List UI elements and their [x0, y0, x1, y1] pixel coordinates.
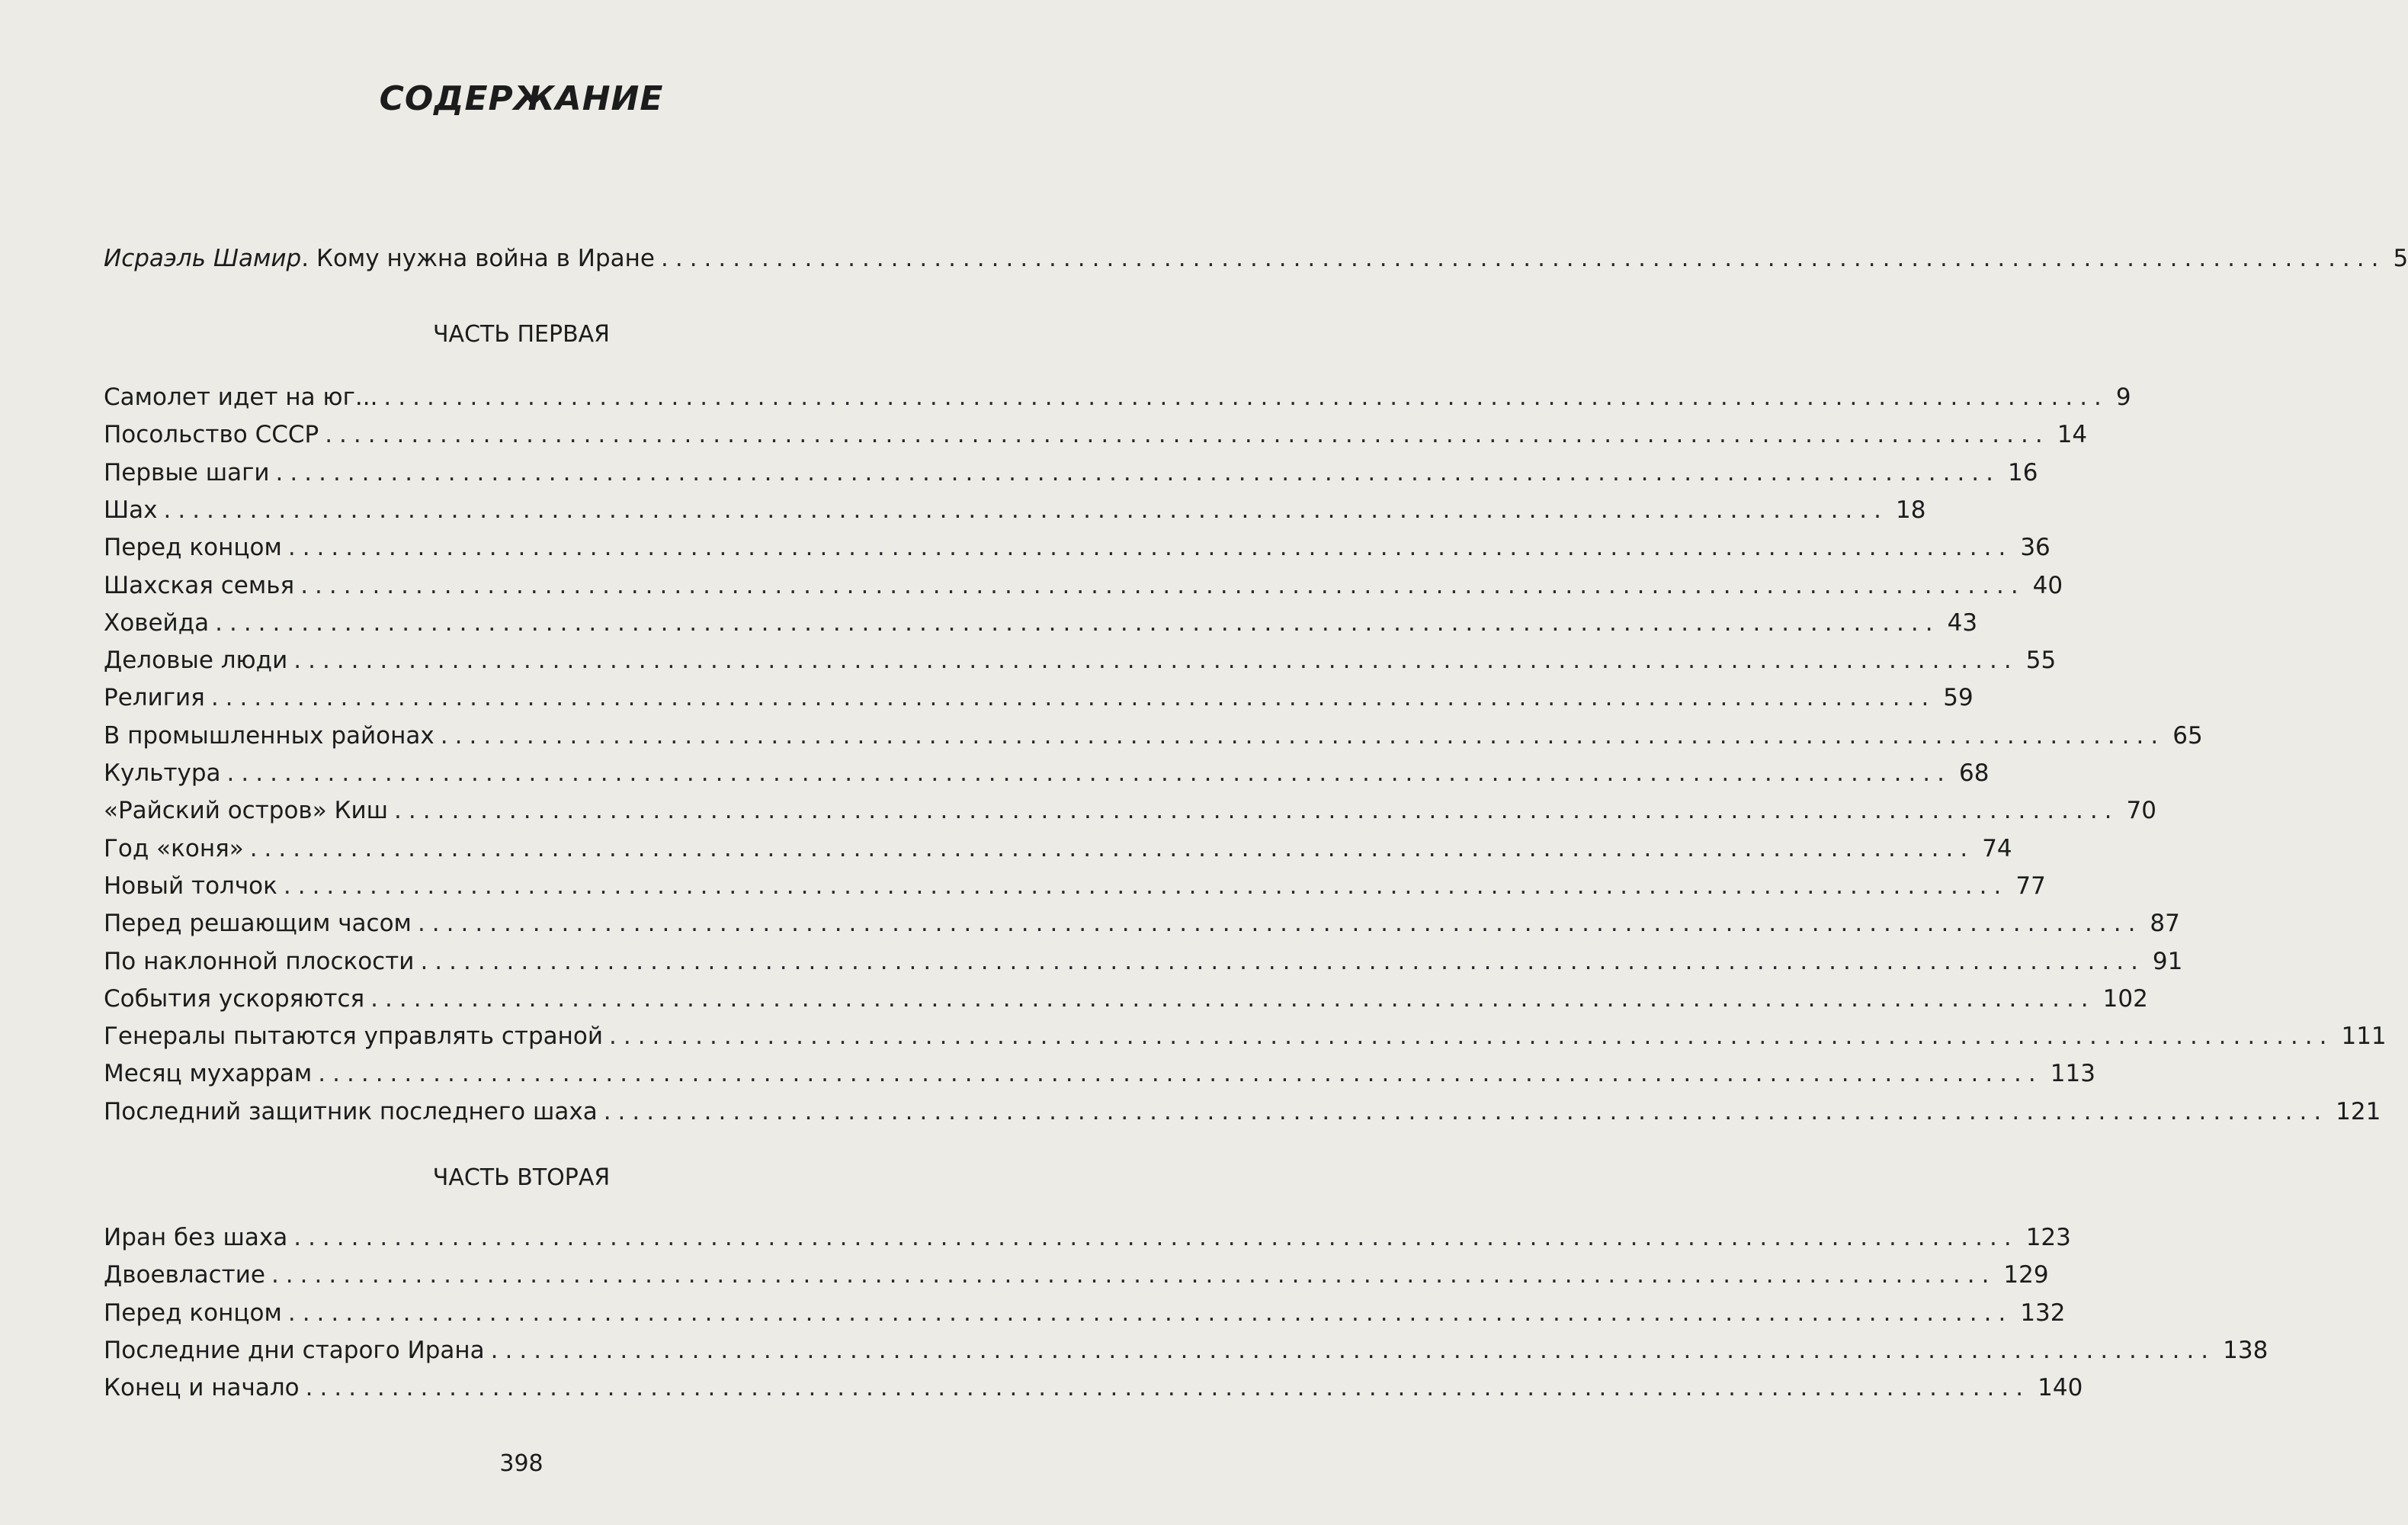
intro-author: Исраэль Шамир — [104, 245, 302, 272]
toc-entry-title: Ховейда — [104, 608, 210, 637]
toc-entry-title: Посольство СССР — [104, 421, 319, 449]
part-heading-2: ЧАСТЬ ВТОРАЯ — [432, 1164, 611, 1191]
dot-leader: ........................................................................................................................ — [249, 834, 1975, 862]
dot-leader: ........................................................................................................................ — [394, 797, 2119, 825]
part-heading-1: ЧАСТЬ ПЕРВАЯ — [432, 321, 611, 348]
dot-leader: ........................................................................................................................ — [417, 910, 2143, 938]
toc-entry — [104, 531, 2050, 563]
dot-leader: ........................................................................................................................ — [609, 1023, 2334, 1051]
toc-entry-title: В промышленных районах — [104, 721, 434, 750]
toc-entry — [104, 1058, 2095, 1090]
toc-entry-page: 14 — [2057, 421, 2088, 449]
toc-entry-page: 59 — [1943, 684, 1974, 712]
toc-entry — [104, 1334, 2269, 1366]
toc-entry — [104, 1222, 2071, 1254]
toc-entry-page: 113 — [2050, 1060, 2095, 1088]
dot-leader: ........................................................................................................................ — [271, 1261, 1996, 1289]
dot-leader: ........................................................................................................................ — [293, 1224, 2018, 1251]
dot-leader: ........................................................................................................................ — [293, 647, 2018, 675]
toc-entry-page: 138 — [2223, 1336, 2269, 1364]
dot-leader: ........................................................................................................................ — [383, 384, 2108, 411]
toc-entry-title — [104, 242, 655, 274]
toc-entry-page: 111 — [2341, 1023, 2387, 1051]
toc-entry-title: Перед концом — [104, 1299, 282, 1327]
toc-entry-title: Иран без шаха — [104, 1224, 288, 1251]
toc-entry-page: 74 — [1982, 834, 2012, 862]
toc-entry-page: 36 — [2020, 534, 2050, 562]
toc-entry — [104, 1259, 2049, 1291]
toc-entry — [104, 795, 2156, 827]
intro-title: Кому нужна война в Иране — [316, 245, 655, 272]
toc-entry-title: Последние дни старого Ирана — [104, 1336, 485, 1364]
toc-entry — [104, 419, 2088, 451]
toc-entry-page: 77 — [2015, 872, 2046, 900]
toc-entry-page: 132 — [2020, 1299, 2066, 1327]
dot-leader: ........................................................................................................................ — [300, 571, 2025, 599]
toc-entry-page: 55 — [2025, 647, 2057, 675]
toc-entry — [104, 381, 2131, 413]
toc-entry — [104, 907, 2180, 939]
toc-entry-title: Перед решающим часом — [104, 910, 412, 938]
toc-entry-title: Самолет идет на юг... — [104, 384, 378, 411]
dot-leader: ........................................................................................................................ — [318, 1060, 2043, 1088]
toc-entry-title: Двоевластие — [104, 1261, 265, 1289]
dot-leader: ........................................................................................................................ — [215, 608, 1940, 637]
toc-entry-title: Шах — [104, 496, 158, 524]
dot-leader: ........................................................................................................................ — [287, 534, 2013, 562]
toc-entry — [104, 457, 2038, 489]
toc-entry — [104, 682, 1974, 714]
toc-entry-page: 18 — [1895, 496, 1926, 524]
toc-entry-page: 5 — [2393, 245, 2408, 272]
dot-leader: ........................................................................................................................ — [440, 721, 2166, 750]
intro-separator: . — [301, 245, 316, 272]
toc-entry-page: 123 — [2025, 1224, 2071, 1251]
toc-entry — [104, 1297, 2066, 1329]
toc-entry — [104, 1096, 2381, 1128]
dot-leader: ........................................................................................................................ — [275, 458, 2001, 486]
dot-leader: ........................................................................................................................ — [305, 1374, 2031, 1402]
dot-leader: ........................................................................................................................ — [283, 872, 2009, 900]
toc-entry — [104, 720, 2203, 752]
dot-leader: ........................................................................................................................ — [490, 1336, 2216, 1364]
toc-entry-intro — [104, 242, 2408, 274]
toc-entry-title: События ускоряются — [104, 984, 365, 1013]
toc-entry-page: 87 — [2150, 910, 2180, 938]
toc-entry-page: 40 — [2032, 571, 2063, 599]
toc-entry — [104, 833, 2012, 865]
toc-entry-title: Последний защитник последнего шаха — [104, 1097, 598, 1125]
toc-entry — [104, 1020, 2387, 1052]
toc-entry-title: «Райский остров» Киш — [104, 797, 389, 825]
dot-leader: ........................................................................................................................ — [420, 947, 2145, 975]
dot-leader: ........................................................................................................................ — [163, 496, 1888, 524]
dot-leader: ........................................................................................................................ — [661, 245, 2386, 272]
dot-leader: ........................................................................................................................ — [287, 1299, 2013, 1327]
dot-leader: ........................................................................................................................ — [226, 759, 1952, 787]
toc-entry-page: 102 — [2102, 984, 2148, 1013]
toc-entry — [104, 1372, 2083, 1404]
toc-entry-title: Первые шаги — [104, 458, 270, 486]
toc-entry-title: Новый толчок — [104, 872, 277, 900]
toc-entry — [104, 644, 2057, 676]
toc-entry-title: Шахская семья — [104, 571, 295, 599]
toc-entry-page: 129 — [2003, 1261, 2049, 1289]
toc-entry-page: 91 — [2152, 947, 2183, 975]
toc-entry-page: 65 — [2172, 721, 2203, 750]
toc-entry-title: Культура — [104, 759, 221, 787]
toc-entry-title: Религия — [104, 684, 205, 712]
dot-leader: ........................................................................................................................ — [370, 984, 2095, 1013]
toc-entry-title: Деловые люди — [104, 647, 288, 675]
toc-entry-title: Перед концом — [104, 534, 282, 562]
page-title: СОДЕРЖАНИЕ — [379, 79, 664, 118]
toc-entry — [104, 870, 2046, 902]
toc-entry — [104, 607, 1978, 639]
dot-leader: ........................................................................................................................ — [210, 684, 1936, 712]
toc-entry — [104, 570, 2063, 602]
toc-entry — [104, 494, 1926, 526]
dot-leader: ........................................................................................................................ — [603, 1097, 2329, 1125]
dot-leader: ........................................................................................................................ — [325, 421, 2050, 449]
toc-entry-title: Год «коня» — [104, 834, 244, 862]
toc-entry-title: По наклонной плоскости — [104, 947, 415, 975]
toc-entry-page: 140 — [2038, 1374, 2083, 1402]
toc-entry-page: 16 — [2008, 458, 2038, 486]
toc-entry-title: Генералы пытаются управлять страной — [104, 1023, 603, 1051]
toc-entry-title: Месяц мухаррам — [104, 1060, 313, 1088]
page-number: 398 — [499, 1450, 543, 1477]
toc-entry-page: 121 — [2336, 1097, 2381, 1125]
toc-entry — [104, 757, 1990, 789]
toc-entry — [104, 946, 2183, 978]
toc-entry-page: 9 — [2115, 384, 2131, 411]
toc-entry-page: 68 — [1959, 759, 1990, 787]
toc-entry-title: Конец и начало — [104, 1374, 300, 1402]
toc-entry-page: 70 — [2126, 797, 2156, 825]
toc-entry — [104, 983, 2148, 1015]
toc-entry-page: 43 — [1947, 608, 1978, 637]
